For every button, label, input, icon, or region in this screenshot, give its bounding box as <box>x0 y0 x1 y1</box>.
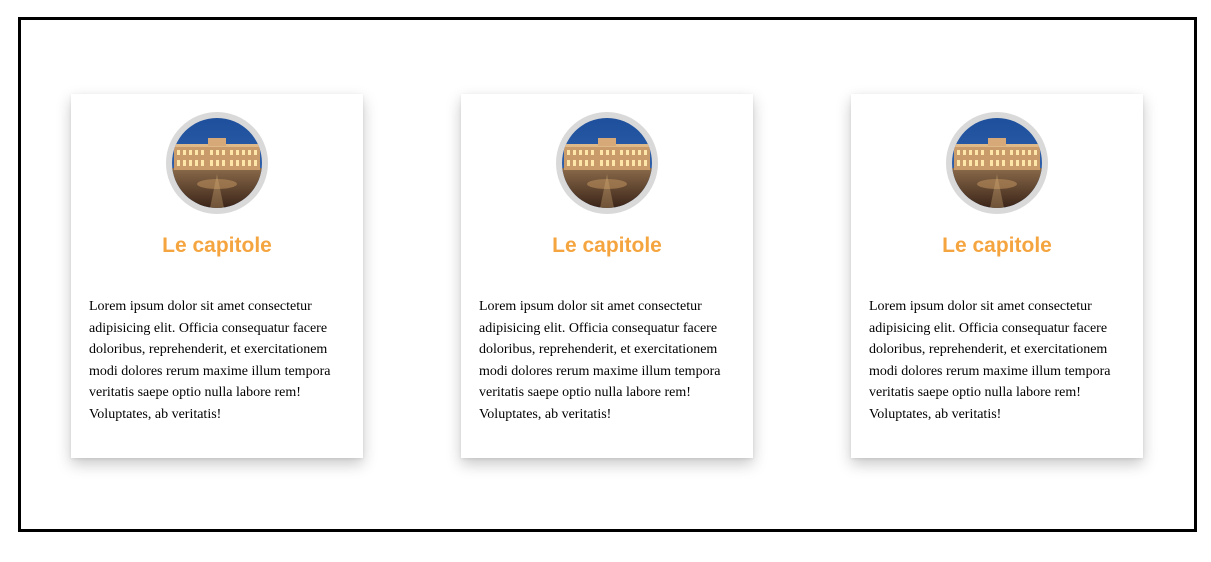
card-title: Le capitole <box>552 234 662 257</box>
card-text: Lorem ipsum dolor sit amet consectetur adipisicing elit. Officia consequatur facere doloribus, reprehenderit, et exercitationem modi dolores rerum maxime illum tempora veritatis saepe optio nulla labore rem! Voluptates, ab veritatis! <box>869 299 1111 422</box>
card-title: Le capitole <box>162 234 272 257</box>
capitole-image <box>172 118 262 208</box>
card-capitole-2 <box>461 94 753 458</box>
content-frame <box>18 17 1197 532</box>
card-text: Lorem ipsum dolor sit amet consectetur adipisicing elit. Officia consequatur facere doloribus, reprehenderit, et exercitationem modi dolores rerum maxime illum tempora veritatis saepe optio nulla labore rem! Voluptates, ab veritatis! <box>89 299 331 422</box>
card-title: Le capitole <box>942 234 1052 257</box>
card-capitole-1 <box>71 94 363 458</box>
capitole-image <box>562 118 652 208</box>
card-avatar <box>166 112 268 214</box>
card-avatar <box>556 112 658 214</box>
capitole-image <box>952 118 1042 208</box>
card-capitole-3 <box>851 94 1143 458</box>
card-text: Lorem ipsum dolor sit amet consectetur adipisicing elit. Officia consequatur facere doloribus, reprehenderit, et exercitationem modi dolores rerum maxime illum tempora veritatis saepe optio nulla labore rem! Voluptates, ab veritatis! <box>479 299 721 422</box>
card-avatar <box>946 112 1048 214</box>
